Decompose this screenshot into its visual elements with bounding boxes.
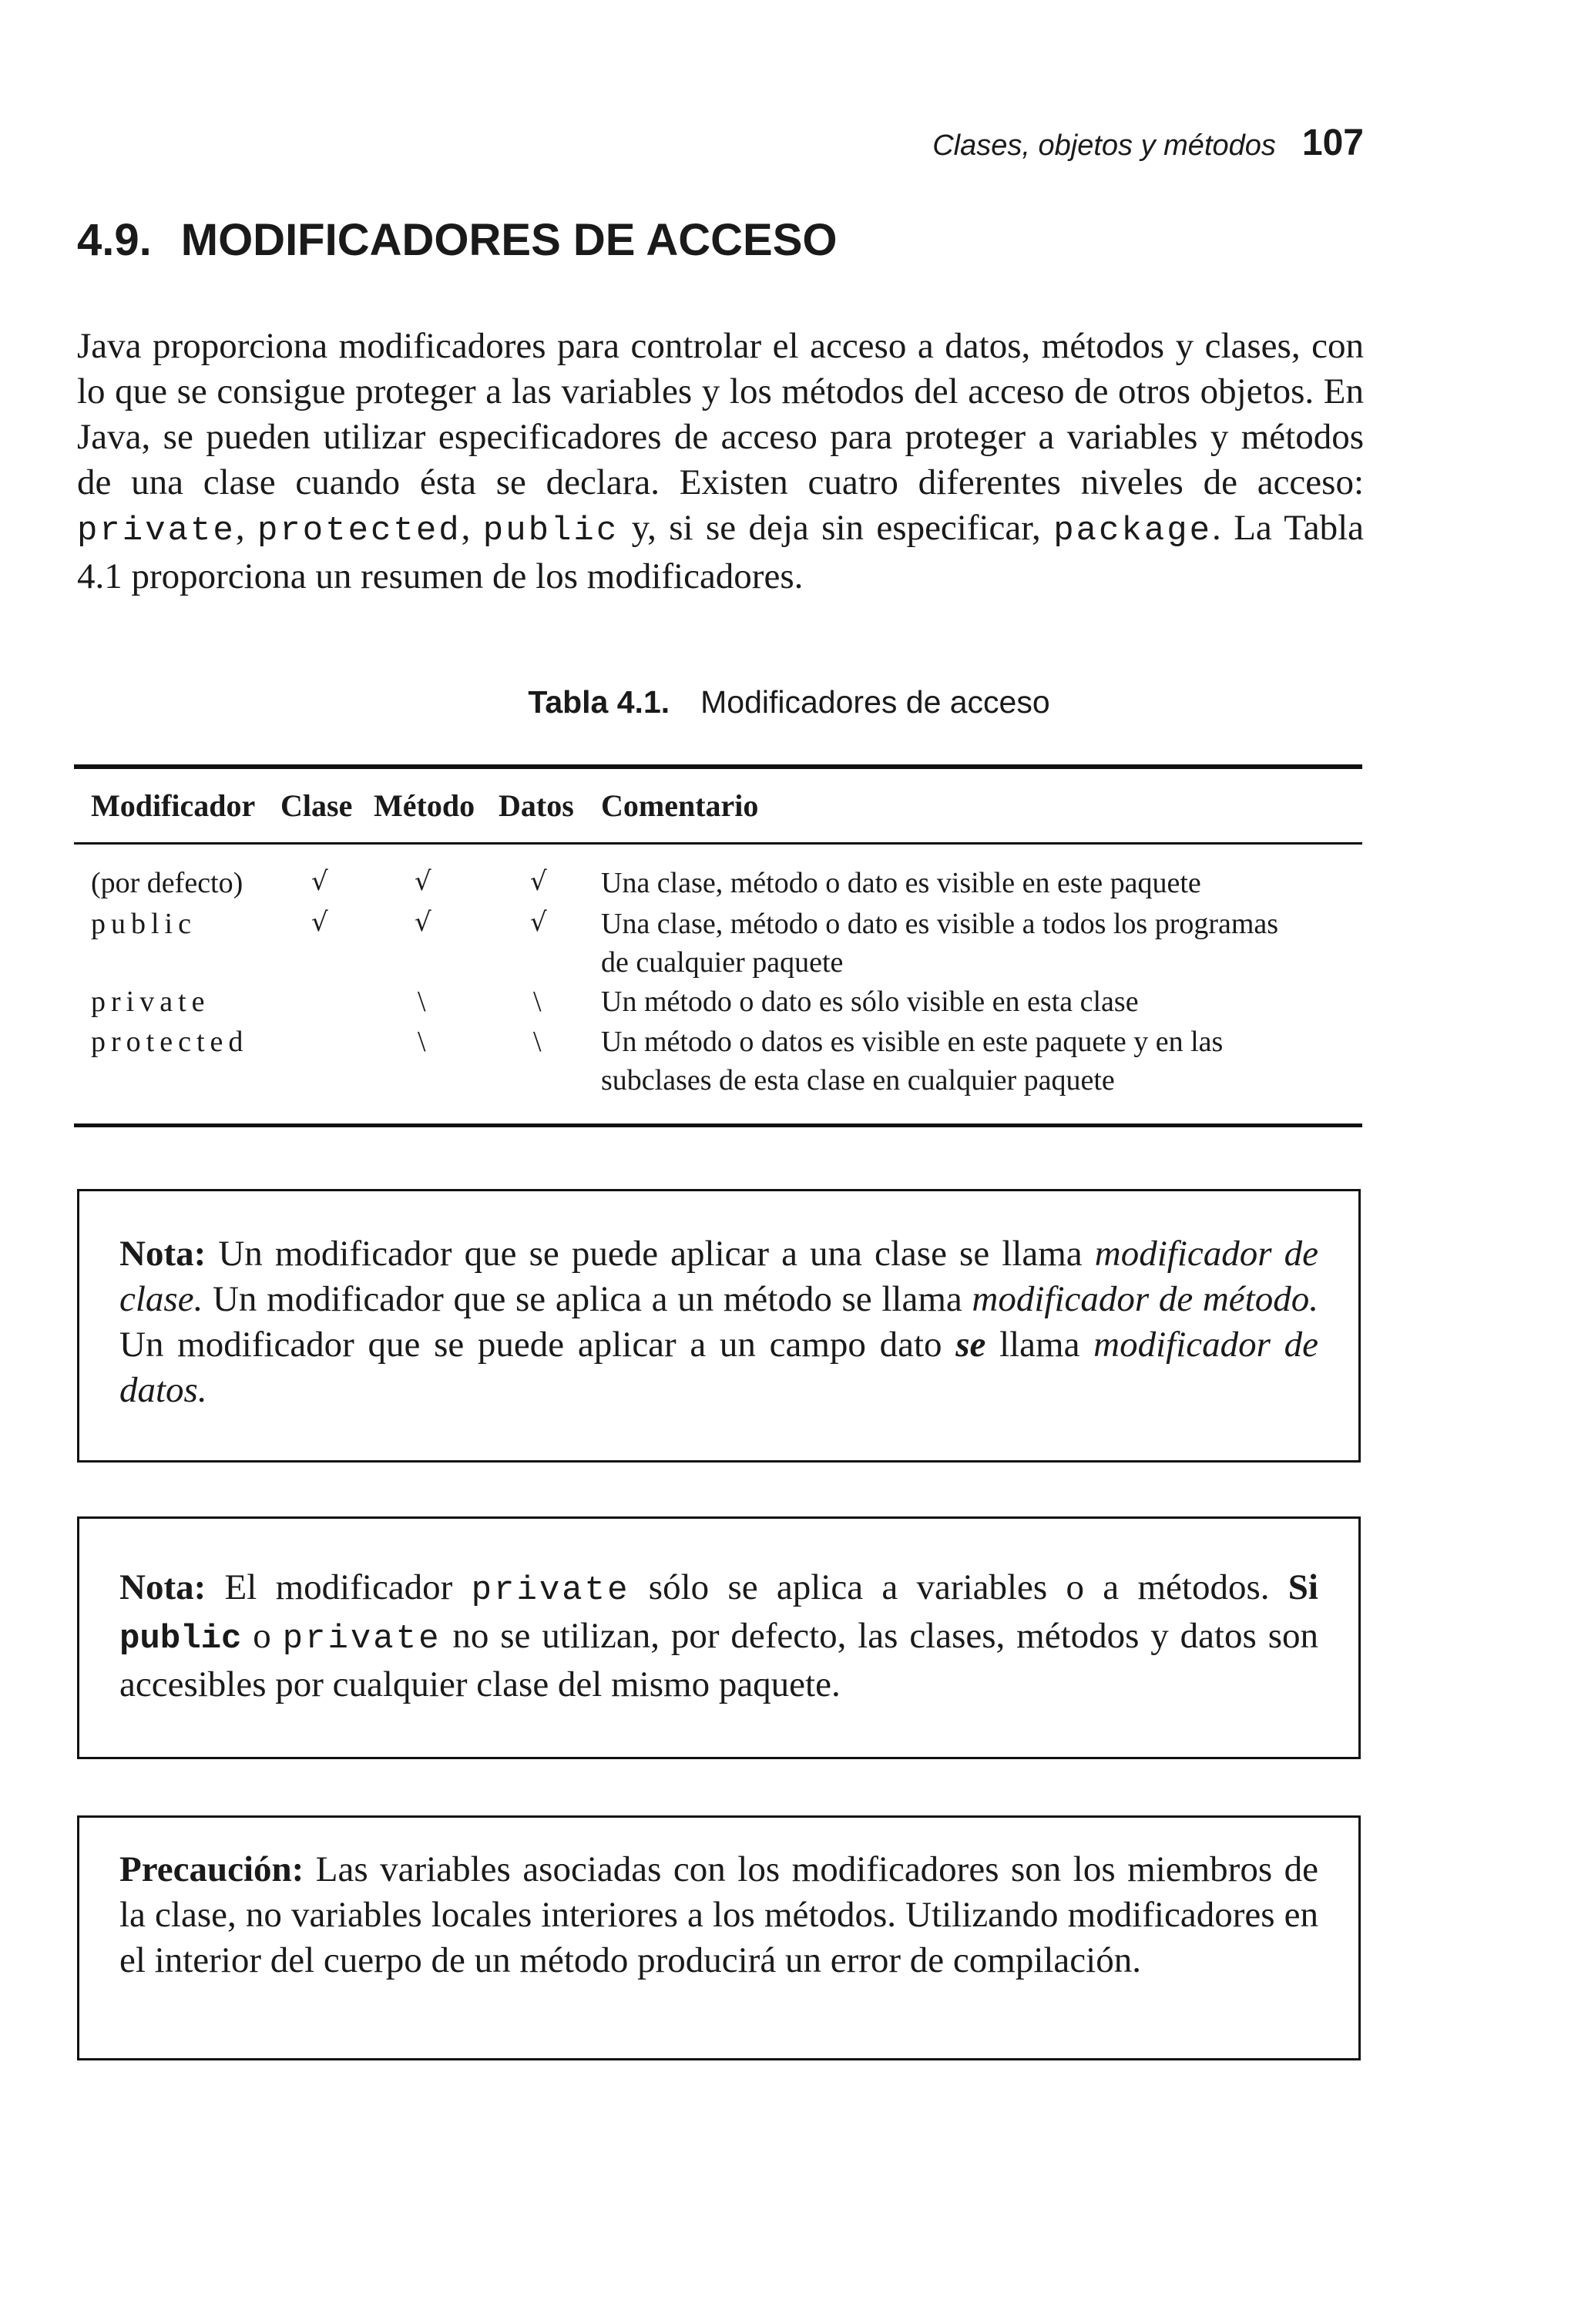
intro-text: y, si se deja sin especificar, (619, 508, 1054, 548)
emphasis-se: se (955, 1325, 986, 1365)
note-text-run: Un modificador que se puede aplicar a un campo dato (119, 1325, 956, 1365)
table-caption (0, 684, 1578, 720)
note-1-text (119, 1231, 1318, 1413)
backslash-mark: \ (418, 986, 426, 1018)
section-number: 4.9. (77, 215, 152, 265)
backslash-mark: \ (418, 1026, 426, 1058)
term-modificador-de-datos: modificador de datos. (119, 1325, 1318, 1410)
note-text-run: Un modificador que se aplica a un método se llama (203, 1279, 972, 1319)
header-datos: Datos (499, 788, 574, 823)
note-text-run: o (241, 1616, 283, 1656)
code-protected: protected (257, 512, 462, 550)
comment-cell: Una clase, método o dato es visible en este paquete (601, 867, 1201, 899)
caution-label: Precaución: (119, 1849, 304, 1889)
note-box-2 (77, 1516, 1361, 1759)
code-private: private (282, 1620, 442, 1658)
page-number: 107 (1301, 123, 1364, 163)
backslash-mark: \ (533, 1026, 542, 1058)
note-label: Nota: (119, 1567, 206, 1607)
intro-sep: , (461, 508, 483, 548)
note-box-1 (77, 1189, 1361, 1463)
comment-cell-continued: de cualquier paquete (601, 946, 844, 979)
term-modificador-de-clase: modificador de clase. (119, 1234, 1318, 1319)
note-text-run: sólo se aplica a variables o a métodos. (630, 1567, 1288, 1607)
note-text-run: no se utilizan, por defecto, las clases, métodos y datos son accesibles por cualquier clase del mismo paquete. (119, 1616, 1319, 1704)
check-icon: √ (311, 866, 328, 897)
code-public: public (119, 1620, 242, 1658)
modifier-cell: (por defecto) (91, 867, 243, 899)
check-icon: √ (415, 907, 431, 938)
table-caption-title: Modificadores de acceso (700, 684, 1050, 720)
modifier-cell: private (91, 986, 210, 1018)
check-icon: √ (311, 907, 328, 938)
section-title: MODIFICADORES DE ACCESO (180, 215, 838, 265)
caution-box (77, 1815, 1361, 2060)
comment-cell: Un método o datos es visible en este paquete y en las (601, 1026, 1224, 1058)
modifier-cell: protected (91, 1026, 249, 1058)
intro-text: Java proporciona modificadores para controlar el acceso a datos, métodos y clases, con lo que se consigue proteger a las variables y los métodos del acceso de otros objetos. En Java, se pueden utilizar especificadores de acceso para proteger a variables y métodos de una clase cuando ésta se declara. Existen cuatro diferentes niveles de acceso: (77, 326, 1364, 502)
running-title: Clases, objetos y métodos (932, 129, 1276, 162)
header-comentario: Comentario (601, 788, 759, 823)
backslash-mark: \ (533, 986, 542, 1018)
table-top-rule (74, 764, 1362, 769)
table-caption-number: Tabla 4.1. (528, 684, 670, 720)
intro-paragraph (77, 324, 1364, 599)
note-text-run: llama (985, 1325, 1094, 1365)
caution-body: Las variables asociadas con los modificadores son los miembros de la clase, no variables locales interiores a los métodos. Utilizando modificadores en el interior del cuerpo de un método producirá un error de compilación. (119, 1849, 1318, 1980)
header-metodo: Método (374, 788, 475, 823)
comment-cell: Un método o dato es sólo visible en esta clase (601, 986, 1139, 1018)
running-head (932, 122, 1364, 164)
table-bottom-rule (74, 1123, 1362, 1127)
caution-text (119, 1847, 1318, 1983)
code-private: private (77, 512, 236, 550)
comment-cell: Una clase, método o dato es visible a todos los programas (601, 908, 1279, 940)
term-modificador-de-metodo: modificador de método. (972, 1279, 1318, 1319)
note-text-run: Un modificador que se puede aplicar a una clase se llama (206, 1234, 1095, 1274)
note-text-run: El modificador (206, 1567, 472, 1607)
modifier-cell: public (91, 908, 196, 940)
emphasis-si: Si (1288, 1567, 1318, 1607)
note-label: Nota: (119, 1234, 206, 1274)
check-icon: √ (530, 907, 547, 938)
table-header-rule (74, 842, 1362, 845)
header-modificador: Modificador (91, 788, 256, 823)
code-private: private (471, 1571, 630, 1610)
code-public: public (482, 512, 619, 550)
note-2-text (119, 1565, 1318, 1708)
intro-text: . La Tabla 4.1 proporciona un resumen de los modificadores. (77, 508, 1365, 596)
intro-sep: , (235, 508, 257, 548)
check-icon: √ (415, 866, 431, 897)
section-heading (77, 214, 838, 266)
code-package: package (1053, 512, 1213, 550)
header-clase: Clase (280, 788, 353, 823)
check-icon: √ (530, 866, 547, 897)
comment-cell-continued: subclases de esta clase en cualquier paquete (601, 1064, 1115, 1097)
